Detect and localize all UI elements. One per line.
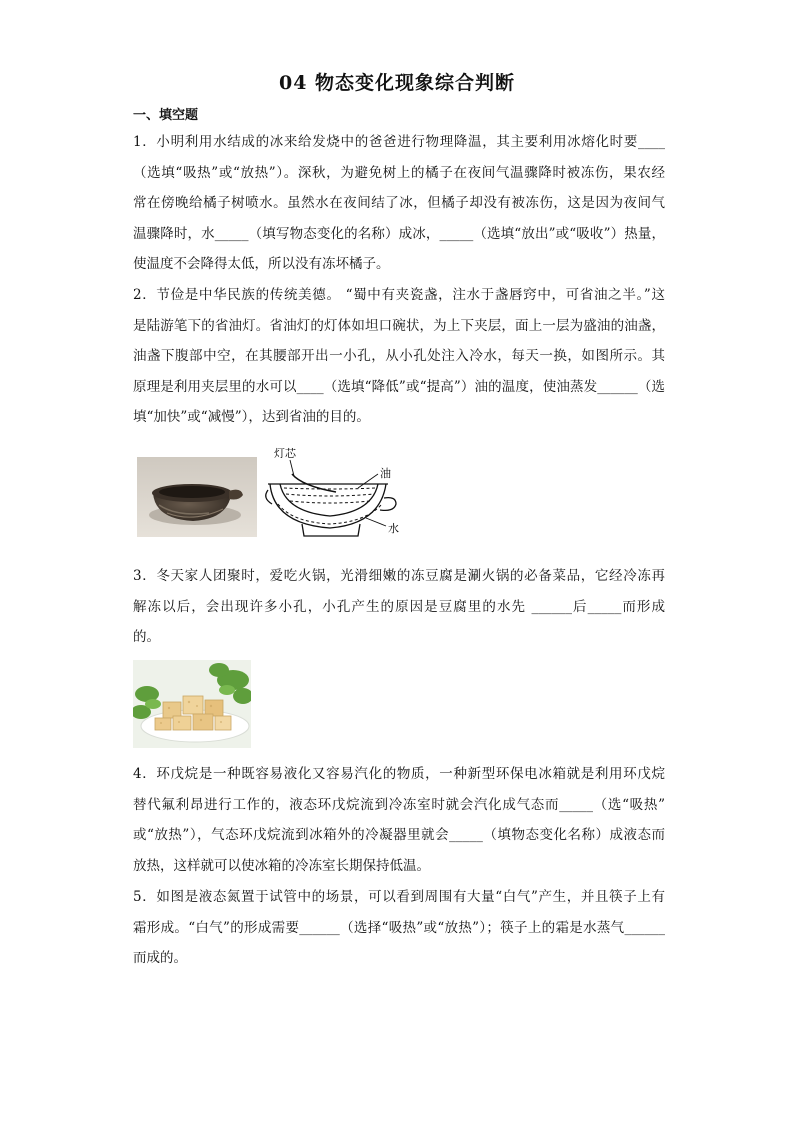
page-title: 04 物态变化现象综合判断 xyxy=(278,72,516,94)
question-line: 或“放热”），气态环戊烷流到冰箱外的冷凝器里就会_____（填物态变化名称）成液态而 xyxy=(133,827,665,843)
question-3 xyxy=(133,561,665,653)
question-4 xyxy=(133,759,665,881)
question-line: 2．节俭是中华民族的传统美德。 “蜀中有夹瓷盏，注水于盏唇窍中，可省油之半。”这 xyxy=(133,287,665,303)
question-line: 放热，这样就可以使冰箱的冷冻室长期保持低温。 xyxy=(133,857,430,874)
question-line: 1．小明利用水结成的冰来给发烧中的爸爸进行物理降温，其主要利用冰熔化时要____ xyxy=(133,134,665,150)
label-oil: 油 xyxy=(380,467,391,480)
question-line: 5．如图是液态氮置于试管中的场景，可以看到周围有大量“白气”产生，并且筷子上有 xyxy=(133,889,665,905)
question-2 xyxy=(133,280,665,433)
question-line: 油盏下腹部中空，在其腰部开出一小孔，从小孔处注入冷水，每天一换，如图所示。其 xyxy=(133,348,665,364)
question-line: 温骤降时，水_____（填写物态变化的名称）成冰，_____（选填“放出”或“吸收”）热量， xyxy=(133,225,665,242)
question-5 xyxy=(133,882,665,974)
question-line: 的。 xyxy=(133,629,160,645)
question-line: 替代氟利昂进行工作的，液态环戊烷流到冷冻室时就会汽化成气态而_____（选“吸热” xyxy=(133,796,665,813)
question-line: 4．环戊烷是一种既容易液化又容易汽化的物质，一种新型环保电冰箱就是利用环戊烷 xyxy=(133,766,665,782)
question-line: 而成的。 xyxy=(133,950,187,966)
question-line: （选填“吸热”或“放热”）。深秋，为避免树上的橘子在夜间气温骤降时被冻伤，果农经 xyxy=(133,164,665,181)
question-line: 是陆游笔下的省油灯。省油灯的灯体如坦口碗状，为上下夹层，面上一层为盛油的油盏， xyxy=(133,317,665,334)
section-heading: 一、填空题 xyxy=(133,108,199,123)
question-1 xyxy=(133,127,665,280)
oil-lamp-diagram xyxy=(262,444,402,540)
question-line: 原理是利用夹层里的水可以____（选填“降低”或“提高”）油的温度，使油蒸发______（选 xyxy=(133,378,665,395)
question-line: 使温度不会降得太低，所以没有冻坏橘子。 xyxy=(133,256,390,272)
question-line: 霜形成。“白气”的形成需要______（选择“吸热”或“放热”）；筷子上的霜是水蒸气______ xyxy=(133,919,665,936)
oil-lamp-photo xyxy=(137,457,257,537)
question-line: 填“加快”或“减慢”），达到省油的目的。 xyxy=(133,409,370,425)
frozen-tofu-photo xyxy=(133,660,251,748)
label-water: 水 xyxy=(388,522,399,535)
question-line: 解冻以后，会出现许多小孔，小孔产生的原因是豆腐里的水先 ______后_____而形成 xyxy=(133,598,665,615)
label-wick: 灯芯 xyxy=(274,447,296,460)
question-line: 3．冬天家人团聚时，爱吃火锅，光滑细嫩的冻豆腐是涮火锅的必备菜品，它经冷冻再 xyxy=(133,568,665,584)
question-line: 常在傍晚给橘子树喷水。虽然水在夜间结了冰，但橘子却没有被冻伤，这是因为夜间气 xyxy=(133,195,665,211)
